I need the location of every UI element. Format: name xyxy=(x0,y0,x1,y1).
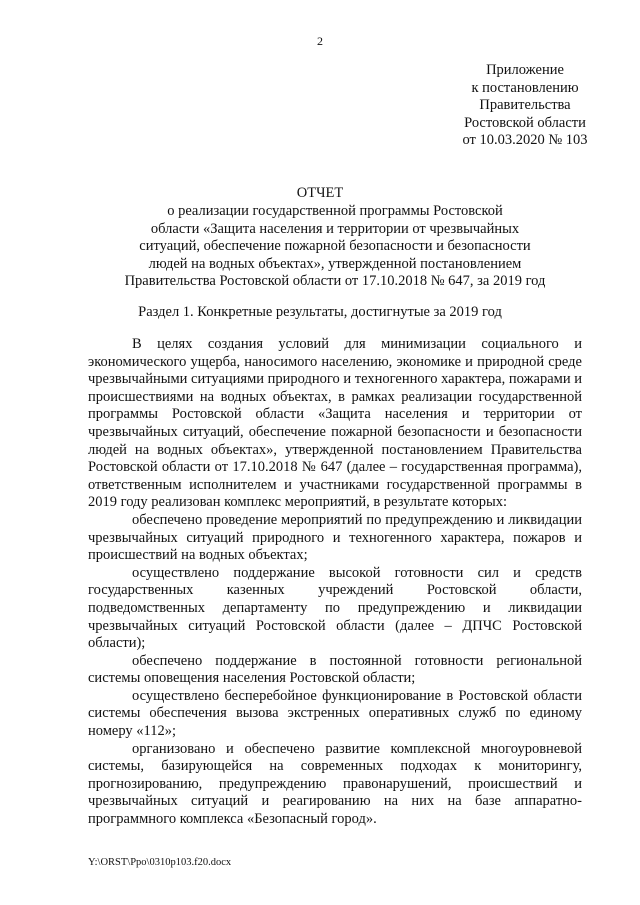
appendix-line: к постановлению xyxy=(471,79,579,96)
paragraph-item: осуществлено поддержание высокой готовности сил и средств государственных казенных учреждений Ростовской области, подведомственных департаменту по предупреждению и ликвидации чрезвычайных ситуаций Ростовской области (далее – ДПЧС Ростовской области); xyxy=(88,564,582,652)
footer-file-path: Y:\ORST\Ppo\0310p103.f20.docx xyxy=(88,857,232,868)
section-heading: Раздел 1. Конкретные результаты, достигнутые за 2019 год xyxy=(138,304,502,320)
appendix-line: Правительства xyxy=(479,97,571,113)
paragraph-item: обеспечено проведение мероприятий по предупреждению и ликвидации чрезвычайных ситуаций природного и техногенного характера, пожаров и происшествий на водных объектах; xyxy=(88,511,582,564)
appendix-line: от 10.03.2020 № 103 xyxy=(462,132,588,148)
body-text xyxy=(88,336,582,829)
report-title: ОТЧЕТ xyxy=(296,185,344,201)
paragraph-item: обеспечено поддержание в постоянной готовности региональной системы оповещения населения Ростовской области; xyxy=(88,652,582,687)
appendix-line: Ростовской области xyxy=(464,114,586,131)
report-subtitle xyxy=(88,203,582,291)
appendix-block xyxy=(440,62,610,150)
subtitle-line: Правительства Ростовской области от 17.10.2018 № 647, за 2019 год xyxy=(124,273,546,289)
page-number: 2 xyxy=(317,34,323,48)
subtitle-line: ситуаций, обеспечение пожарной безопасности и безопасности xyxy=(139,238,531,254)
subtitle-line: людей на водных объектах», утвержденной постановлением xyxy=(148,255,522,272)
paragraph-intro: В целях создания условий для минимизации социального и экономического ущерба, наносимого населению, экономике и природной среде чрезвычайными ситуациями природного и техногенного характера, пожарами и происшествиями на водных объектах, в рамках реализации государственной программы Ростовской области «Защита населения и территории от чрезвычайных ситуаций, обеспечение пожарной безопасности и безопасности людей на водных объектах», утвержденной постановлением Правительства Ростовской области от 17.10.2018 № 647 (далее – государственная программа), ответственным исполнителем и участниками государственной программы в 2019 году реализован комплекс мероприятий, в результате которых: xyxy=(88,336,582,511)
appendix-line: Приложение xyxy=(486,62,564,78)
paragraph-item: организовано и обеспечено развитие комплексной многоуровневой системы, базирующейся на современных подходах к мониторингу, прогнозированию, предупреждению правонарушений, происшествий и чрезвычайных ситуаций и реагированию на них на базе аппаратно-программного комплекса «Безопасный город». xyxy=(88,740,582,828)
paragraph-item: осуществлено бесперебойное функционирование в Ростовской области системы обеспечения вызова экстренных оперативных служб по единому номеру «112»; xyxy=(88,687,582,740)
subtitle-line: о реализации государственной программы Ростовской xyxy=(167,203,503,219)
subtitle-line: области «Защита населения и территории от чрезвычайных xyxy=(150,220,520,237)
